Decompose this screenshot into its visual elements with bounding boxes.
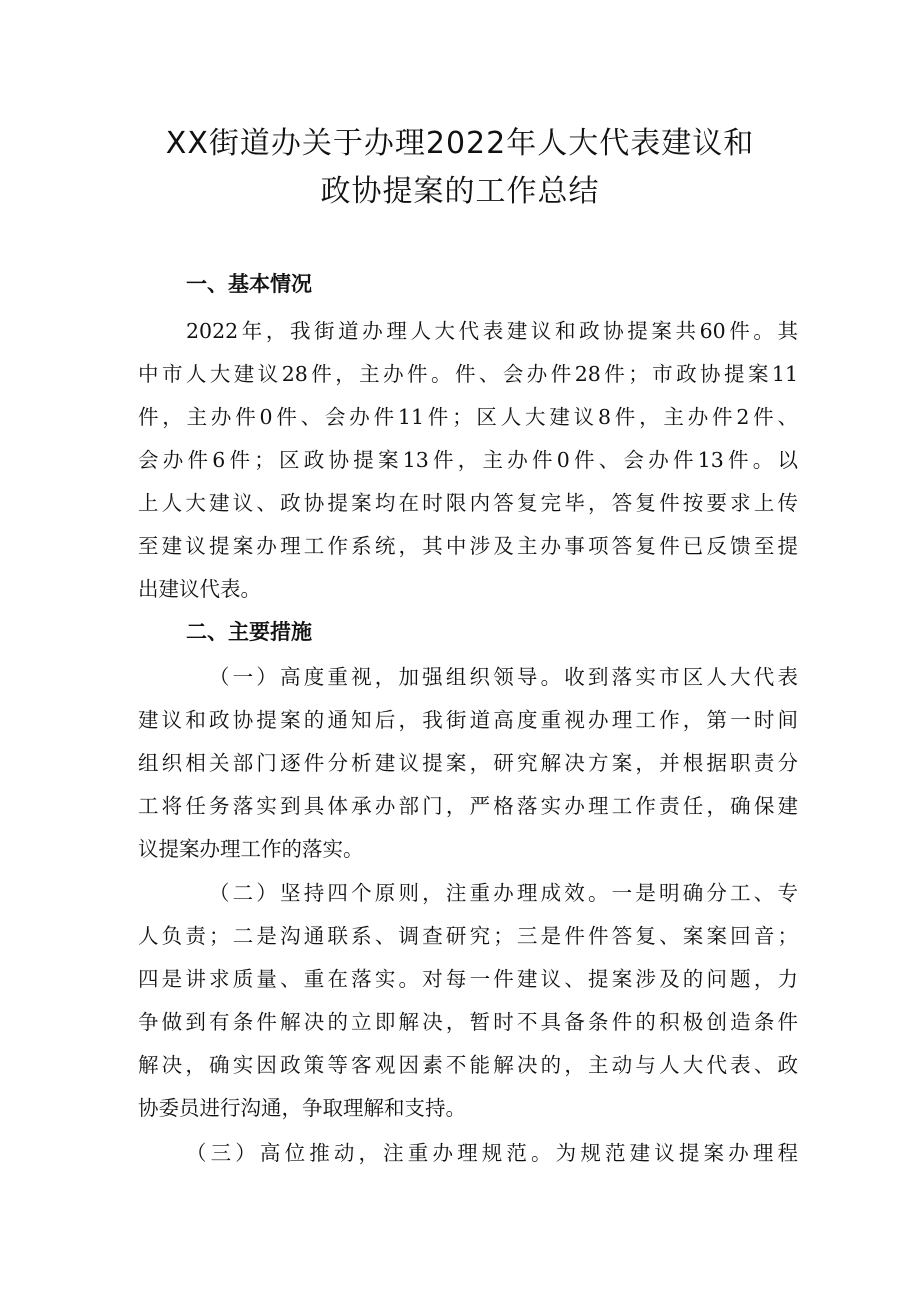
paragraph-line: 件，主办件0件、会办件11件；区人大建议8件，主办件2件、 [138, 405, 798, 429]
paragraph-line: 上人大建议、政协提案均在时限内答复完毕，答复件按要求上传 [138, 491, 798, 515]
paragraph-line: 协委员进行沟通，争取理解和支持。 [138, 1096, 466, 1120]
paragraph-line: 四是讲求质量、重在落实。对每一件建议、提案涉及的问题，力 [138, 967, 798, 991]
paragraph-line: 建议和政协提案的通知后，我街道高度重视办理工作，第一时间 [138, 708, 798, 732]
paragraph-line: 至建议提案办理工作系统，其中涉及主办事项答复件已反馈至提 [138, 534, 798, 558]
paragraph-line: （二）坚持四个原则，注重办理成效。一是明确分工、专 [209, 881, 798, 905]
paragraph-line: 2022年，我街道办理人大代表建议和政协提案共60件。其 [186, 319, 798, 343]
paragraph-line: 会办件6件；区政协提案13件，主办件0件、会办件13件。以 [138, 448, 798, 472]
paragraph-line: 议提案办理工作的落实。 [138, 837, 364, 861]
paragraph-line: 出建议代表。 [138, 577, 261, 601]
paragraph-line: 解决，确实因政策等客观因素不能解决的，主动与人大代表、政 [138, 1053, 798, 1077]
section-heading-main-measures: 二、主要措施 [186, 620, 312, 644]
paragraph-line: 工将任务落实到具体承办部门，严格落实办理工作责任，确保建 [138, 794, 798, 818]
document-title-line-1: XX街道办关于办理2022年人大代表建议和 [165, 126, 755, 161]
paragraph-line: 人负责；二是沟通联系、调查研究；三是件件答复、案案回音； [138, 924, 798, 948]
paragraph-line: 争做到有条件解决的立即解决，暂时不具备条件的积极创造条件 [138, 1010, 798, 1034]
section-heading-basic-situation: 一、基本情况 [186, 272, 312, 296]
paragraph-line: 组织相关部门逐件分析建议提案，研究解决方案，并根据职责分 [138, 751, 798, 775]
document-title-line-2: 政协提案的工作总结 [320, 174, 600, 209]
paragraph-line: （一）高度重视，加强组织领导。收到落实市区人大代表 [209, 665, 798, 689]
paragraph-line: （三）高位推动，注重办理规范。为规范建议提案办理程 [186, 1141, 798, 1165]
paragraph-line: 中市人大建议28件，主办件。件、会办件28件；市政协提案11 [138, 362, 798, 386]
